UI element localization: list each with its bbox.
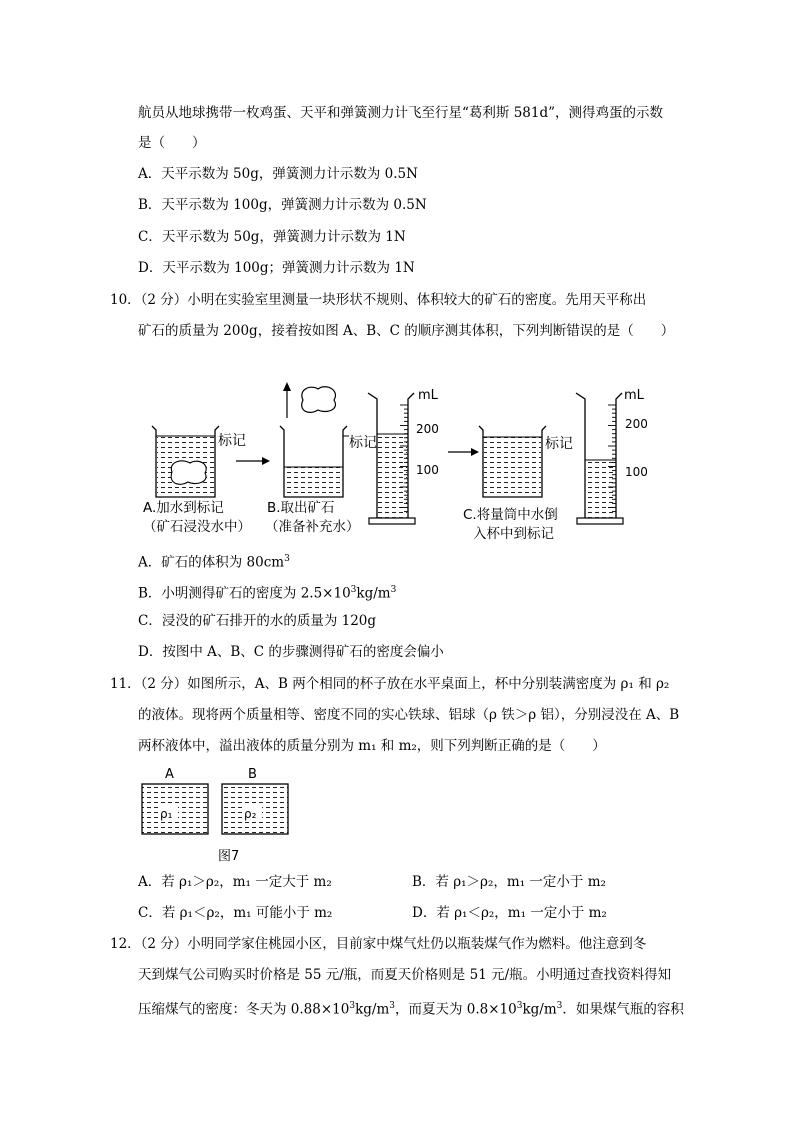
q10-line2: 矿石的质量为 200g，接着按如图 A、B、C 的顺序测其体积，下列判断错误的是（ ） xyxy=(138,323,675,339)
arrow-a-to-b-head xyxy=(262,457,270,465)
q11-line3: 两杯液体中，溢出液体的质量分别为 m₁ 和 m₂，则下列判断正确的是（ ） xyxy=(138,738,606,754)
cylinder-1-unit: mL xyxy=(418,388,438,403)
q12-line3-unit2: kg/m xyxy=(522,1001,557,1018)
q12-line3-unit1: kg/m xyxy=(355,1001,390,1018)
q11-figure-caption: 图7 xyxy=(218,849,240,864)
q10-option-d: D．按图中 A、B、C 的步骤测得矿石的密度会偏小 xyxy=(138,644,444,660)
q11-cup-a-label: A xyxy=(165,767,174,782)
beaker-a-mark-label: 标记 xyxy=(218,433,246,449)
q11-rho2-label: ρ₂ xyxy=(244,807,257,821)
q11-option-d: D．若 ρ₁＜ρ₂，m₁ 一定小于 m₂ xyxy=(412,905,607,921)
q10-option-b-sup1: 3 xyxy=(350,585,357,595)
q12-line3-text: 压缩煤气的密度：冬天为 0.88×10 xyxy=(138,1001,350,1018)
q9-option-b: B．天平示数为 100g，弹簧测力计示数为 0.5N xyxy=(138,197,427,213)
q12-line2: 天到煤气公司购买时价格是 55 元/瓶，而夏天价格则是 51 元/瓶。小明通过查找资料得知 xyxy=(138,967,672,983)
q10-option-b xyxy=(138,581,396,603)
q12-line3-sup3: 3 xyxy=(516,1001,523,1011)
q10-option-c: C．浸没的矿石排开的水的质量为 120g xyxy=(138,613,377,629)
lift-arrow-head xyxy=(283,382,291,391)
caption-b-line1: B.取出矿石 xyxy=(267,500,335,516)
q10-option-a-text: A．矿石的体积为 80cm xyxy=(138,554,285,571)
graduated-cylinder-1 xyxy=(368,393,415,524)
q12-line1: 12．（2 分）小明同学家住桃园小区，目前家中煤气灶仍以瓶装煤气作为燃料。他注意到冬 xyxy=(110,936,647,952)
q12-line3-text2: ，而夏天为 0.8×10 xyxy=(394,1001,517,1018)
beaker-c-mark-label: 标记 xyxy=(545,436,573,452)
q11-option-a: A．若 ρ₁＞ρ₂，m₁ 一定大于 m₂ xyxy=(138,874,332,890)
q11-figure xyxy=(142,767,288,864)
q11-line2: 的液体。现将两个质量相等、密度不同的实心铁球、铝球（ρ 铁＞ρ 铝），分别浸没在 A、B xyxy=(138,707,680,723)
beaker-c xyxy=(479,426,546,497)
beaker-a xyxy=(152,426,219,497)
q12-line3 xyxy=(138,997,684,1019)
cylinder-2-unit: mL xyxy=(624,388,644,403)
q11-rho1-label: ρ₁ xyxy=(160,807,173,821)
q11-line1: 11．（2 分）如图所示，A、B 两个相同的杯子放在水平桌面上，杯中分别装满密度为 ρ₁ 和 ρ₂ xyxy=(110,676,670,692)
q10-option-b-unit: kg/m xyxy=(356,585,391,602)
q9-line2: 是（ ） xyxy=(138,135,206,151)
caption-c-line1: C.将量筒中水倒 xyxy=(463,507,558,523)
beaker-b xyxy=(280,426,349,497)
q10-option-a-sup: 3 xyxy=(284,554,290,564)
q10-line1: 10．（2 分）小明在实验室里测量一块形状不规则、体积较大的矿石的密度。先用天平称出 xyxy=(110,292,647,308)
q11-option-c: C．若 ρ₁＜ρ₂，m₁ 可能小于 m₂ xyxy=(138,905,333,921)
q11-cup-b-label: B xyxy=(248,767,257,782)
q10-option-b-sup2: 3 xyxy=(390,585,397,595)
q12-line3-text3: ．如果煤气瓶的容积 xyxy=(562,1001,684,1018)
cylinder-1-tick-100: 100 xyxy=(416,463,439,477)
q9-line1: 航员从地球携带一枚鸡蛋、天平和弹簧测力计飞至行星“葛利斯 581d”，测得鸡蛋的示数 xyxy=(138,105,664,121)
q9-option-d: D．天平示数为 100g；弹簧测力计示数为 1N xyxy=(138,260,415,276)
q10-option-a xyxy=(138,550,290,572)
q12-line3-sup2: 3 xyxy=(389,1001,395,1011)
graduated-cylinder-2 xyxy=(576,393,623,524)
caption-b-line2: （准备补充水） xyxy=(265,519,360,535)
q12-line3-sup4: 3 xyxy=(556,1001,563,1011)
q9-option-c: C．天平示数为 50g，弹簧测力计示数为 1N xyxy=(138,229,406,245)
caption-c-line2: 入杯中到标记 xyxy=(473,526,554,542)
caption-a-line2: （矿石浸没水中） xyxy=(143,519,251,535)
caption-a-line1: A.加水到标记 xyxy=(143,500,224,516)
q11-option-b: B．若 ρ₁＞ρ₂，m₁ 一定小于 m₂ xyxy=(412,874,606,890)
q12-line3-sup1: 3 xyxy=(349,1001,356,1011)
q10-option-b-text: B．小明测得矿石的密度为 2.5×10 xyxy=(138,585,351,602)
ore-rock xyxy=(302,387,336,413)
beaker-b-mark-label: 标记 xyxy=(349,435,377,451)
q9-option-a: A．天平示数为 50g，弹簧测力计示数为 0.5N xyxy=(138,166,418,182)
cylinder-1-tick-200: 200 xyxy=(416,422,439,436)
arrow-to-c-head xyxy=(471,448,479,456)
cylinder-2-tick-200: 200 xyxy=(625,417,648,431)
cylinder-2-tick-100: 100 xyxy=(625,465,648,479)
